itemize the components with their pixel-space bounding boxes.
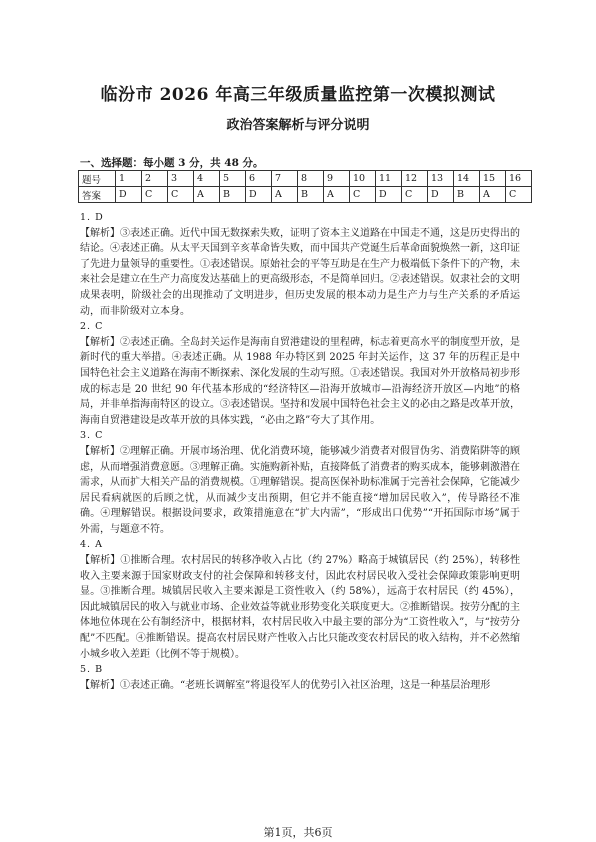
question-answer-label: 5. B: [80, 664, 104, 676]
question-number-cell: 2: [142, 171, 168, 187]
question-number-cell: 5: [220, 171, 246, 187]
explanation-paragraph: 【解析】①表述正确。“老班长调解室”将退役军人的优势引入社区治理，这是一种基层治理形: [80, 679, 491, 691]
answer-cell: B: [298, 187, 324, 203]
answer-cell: D: [246, 187, 272, 203]
answer-cell: D: [116, 187, 142, 203]
row-label-answer: 答案: [79, 187, 116, 203]
answer-cell: A: [324, 187, 350, 203]
question-number-cell: 14: [454, 171, 480, 187]
answer-cell: A: [194, 187, 220, 203]
row-label-number: 题号: [79, 171, 116, 187]
question-number-cell: 4: [194, 171, 220, 187]
question-number-cell: 12: [402, 171, 428, 187]
question-number-cell: 11: [376, 171, 402, 187]
question-number-cell: 10: [350, 171, 376, 187]
question-number-cell: 7: [272, 171, 298, 187]
explanation-paragraph: 【解析】③表述正确。近代中国无数探索失败，证明了资本主义道路在中国走不通，这是历史得出的结论。④表述正确。从太平天国到辛亥革命皆失败，而中国共产党诞生后革命面貌焕然一新，这印证了先进力量领导的重要性。①表述错误。原始社会的平等互助是在生产力极端低下条件下的产物，未来社会是建立在生产力高度发达基础上的更高级形态，不是简单回归。②表述错误。奴隶社会的文明成果表明，阶级社会的出现推动了文明进步，但历史发展的根本动力是生产力与生产关系的矛盾运动，而非阶级对立本身。: [80, 227, 520, 317]
answer-cell: C: [350, 187, 376, 203]
answer-cell: A: [272, 187, 298, 203]
question-number-cell: 3: [168, 171, 194, 187]
page-footer: 第1页，共6页: [263, 826, 333, 839]
question-number-cell: 9: [324, 171, 350, 187]
answer-table-number-row: [79, 171, 532, 187]
explanation-paragraph: 【解析】②表述正确。全岛封关运作是海南自贸港建设的里程碑，标志着更高水平的制度型开放，是新时代的重大举措。④表述正确。从 1988 年办特区到 2025 年封关运作，这 37 年的历程正是中国特色社会主义道路在海南不断探索、深化发展的生动写照。①表述错误。我国对外开放格局初步形成的标志是 20 世纪 90 年代基本形成的“经济特区—沿海开放城市—沿海经济开放区—内地”的格局，并非单指海南特区的设立。③表述错误。坚持和发展中国特色社会主义的必由之路是改革开放，海南自贸港建设是改革开放的具体实践，“必由之路”夸大了其作用。: [80, 336, 520, 426]
question-answer-label: 3. C: [80, 430, 104, 442]
answer-cell: D: [376, 187, 402, 203]
answer-table: [78, 170, 532, 203]
answer-cell: C: [168, 187, 194, 203]
question-number-cell: 13: [428, 171, 454, 187]
answer-cell: C: [402, 187, 428, 203]
question-number-cell: 16: [506, 171, 532, 187]
answer-cell: D: [428, 187, 454, 203]
explanation-body: [80, 210, 520, 693]
question-answer-label: 4. A: [80, 539, 103, 551]
question-answer-label: 1. D: [80, 212, 104, 223]
answer-cell: C: [142, 187, 168, 203]
answer-cell: B: [220, 187, 246, 203]
question-number-cell: 15: [480, 171, 506, 187]
answer-cell: A: [480, 187, 506, 203]
question-number-cell: 1: [116, 171, 142, 187]
document-subtitle: 政治答案解析与评分说明: [226, 118, 370, 133]
answer-cell: C: [506, 187, 532, 203]
answer-table-answer-row: [79, 187, 532, 203]
question-number-cell: 8: [298, 171, 324, 187]
explanation-paragraph: 【解析】②理解正确。开展市场治理、优化消费环境，能够减少消费者对假冒伪劣、消费陷阱等的顾虑，从而增强消费意愿。③理解正确。实施购新补贴，直接降低了消费者的购买成本，能够刺激潜在需求，从而扩大相关产品的消费规模。①理解错误。提高医保补助标准属于完善社会保障，它能减少居民看病就医的后顾之忧，从而减少支出预期，但它并不能直接“增加居民收入”，传导路径不准确。④理解错误。根据设问要求，政策措施意在“扩大内需”，“形成出口优势”“开拓国际市场”属于外需，与题意不符。: [80, 445, 520, 535]
document-title: 临汾市 2026 年高三年级质量监控第一次模拟测试: [100, 85, 496, 105]
question-number-cell: 6: [246, 171, 272, 187]
question-answer-label: 2. C: [80, 321, 104, 333]
answer-cell: B: [454, 187, 480, 203]
section-heading: 一、选择题：每小题 3 分，共 48 分。: [80, 157, 264, 169]
explanation-paragraph: 【解析】①推断合理。农村居民的转移净收入占比（约 27%）略高于城镇居民（约 25%），转移性收入主要来源于国家财政支付的社会保障和转移支付，因此农村居民收入受社会保障政策影响更明显。③推断合理。城镇居民收入主要来源是工资性收入（约 58%），远高于农村居民（约 45%），因此城镇居民的收入与就业市场、企业效益等就业形势变化关联度更大。②推断错误。按劳分配的主体地位体现在公有制经济中，根据材料，农村居民收入中最主要的部分为“工资性收入”，与“按劳分配”不匹配。④推断错误。提高农村居民财产性收入占比只能改变农村居民的收入结构，并不必然缩小城乡收入差距（比例不等于规模）。: [80, 555, 520, 660]
